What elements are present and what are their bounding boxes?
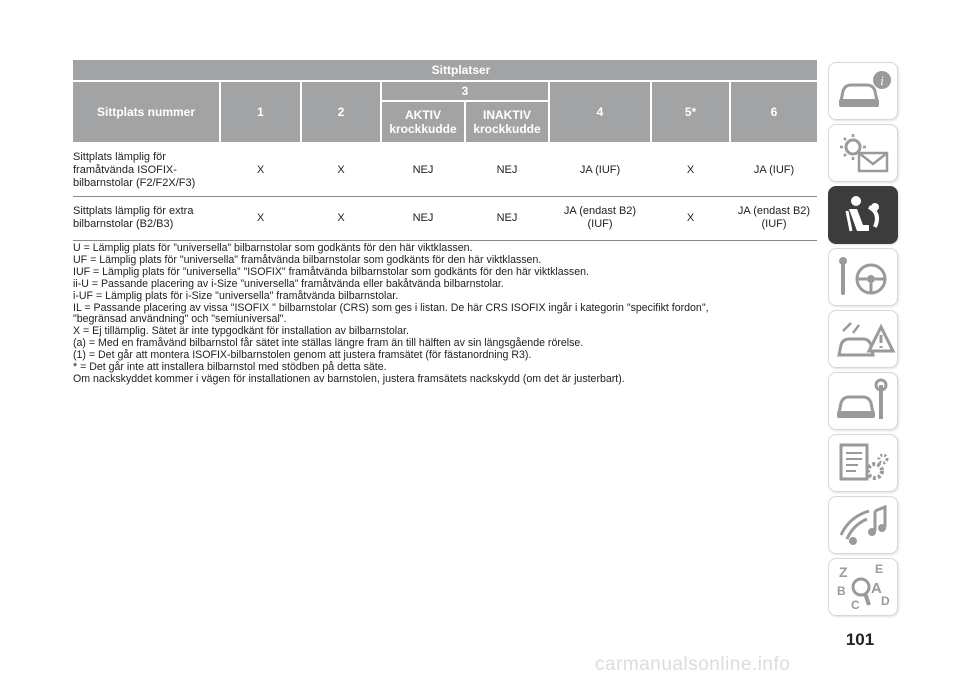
note-line: ii-U = Passande placering av i-Size ”universella” framåtvända eller bakåtvända bilbarnstolar. bbox=[73, 277, 504, 290]
cell-4: JA (IUF) bbox=[579, 163, 621, 176]
col-header-2: 2 bbox=[302, 82, 380, 142]
cell-1: X bbox=[256, 163, 265, 176]
car-info-icon bbox=[829, 63, 897, 119]
starting-driving-icon bbox=[829, 249, 897, 305]
index-letter: E bbox=[875, 562, 884, 576]
index-letter: C bbox=[851, 598, 860, 612]
cell-2: X bbox=[337, 211, 345, 224]
cell-5: X bbox=[686, 163, 695, 176]
chapter-tab-multimedia[interactable] bbox=[828, 496, 898, 554]
row-divider bbox=[73, 196, 817, 197]
multimedia-icon bbox=[829, 497, 897, 553]
table-bottom-rule bbox=[73, 240, 817, 241]
maintenance-icon bbox=[829, 373, 897, 429]
cell-6: JA (endast B2) (IUF) bbox=[737, 205, 811, 230]
table-title: Sittplatser bbox=[431, 63, 491, 77]
chapter-tab-maintenance[interactable] bbox=[828, 372, 898, 430]
chapter-tab-technical-data[interactable] bbox=[828, 434, 898, 492]
note-line: Om nackskyddet kommer i vägen för installationen av barnstolen, justera framsätets nackskydd (om det är justerbart). bbox=[73, 372, 625, 385]
cell-4: JA (endast B2) (IUF) bbox=[563, 205, 637, 230]
note-line: IUF = Lämplig plats för ”universella” "ISOFIX" framåtvända bilbarnstolar som godkänts för den här viktklassen. bbox=[73, 265, 589, 278]
col-header-3: 3 bbox=[382, 82, 548, 100]
note-line: U = Lämplig plats för ”universella” bilbarnstolar som godkänts för den här viktklassen. bbox=[73, 242, 473, 254]
note-line: "begränsad användning" och "semiuniversal". bbox=[73, 313, 287, 326]
note-line: (a) = Med en framåvänd bilbarnstol får sätet inte ställas längre fram än till hälften av sin längsgående rörelse. bbox=[73, 337, 584, 350]
col-header-3-inactive-airbag: INAKTIV krockkudde bbox=[466, 102, 548, 142]
note-line: (1) = Det går att montera ISOFIX-bilbarnstolen genom att justera framsätet (för fästanordning R3). bbox=[73, 349, 532, 362]
warning-lights-icon bbox=[829, 125, 897, 181]
page-number: 101 bbox=[845, 630, 875, 649]
col-header-4: 4 bbox=[550, 82, 650, 142]
chapter-tab-car-info[interactable] bbox=[828, 62, 898, 120]
cell-1: X bbox=[256, 211, 265, 224]
index-letter: A bbox=[871, 580, 882, 597]
note-line: X = Ej tillämplig. Sätet är inte typgodkänt för installation av bilbarnstolar. bbox=[73, 325, 409, 338]
note-line: i-UF = Lämplig plats för i-Size "universella" framåtvända bilbarnstolar. bbox=[73, 289, 399, 302]
table-row bbox=[73, 146, 817, 194]
table-title-bar bbox=[73, 60, 817, 80]
cell-3b: NEJ bbox=[496, 163, 518, 176]
row-label: Sittplats lämplig för extra bilbarnstolar (B2/B3) bbox=[73, 205, 194, 230]
svg-text:i: i bbox=[880, 73, 884, 88]
cell-3a: NEJ bbox=[412, 211, 434, 224]
index-letter: B bbox=[837, 584, 846, 598]
cell-5: X bbox=[686, 211, 695, 224]
legend-notes bbox=[73, 243, 817, 386]
col-header-seat-number: Sittplats nummer bbox=[73, 82, 219, 142]
cell-3b: NEJ bbox=[496, 211, 518, 224]
cell-2: X bbox=[337, 163, 345, 176]
note-line: UF = Lämplig plats för "universella" framåtvända bilbarnstolar som godkänts för den här viktklassen. bbox=[73, 253, 542, 266]
emergency-icon bbox=[829, 311, 897, 367]
note-line: IL = Passande placering av vissa "ISOFIX " bilbarnstolar (CRS) som ges i listan. De här CRS ISOFIX ingår i kategorin "specifikt fordon", bbox=[73, 301, 709, 314]
index-letter: Z bbox=[839, 564, 848, 580]
col-header-3-active-airbag: AKTIV krockkudde bbox=[382, 102, 464, 142]
watermark: carmanualsonline.info bbox=[595, 654, 791, 675]
cell-3a: NEJ bbox=[412, 163, 434, 176]
chapter-tab-starting-driving[interactable] bbox=[828, 248, 898, 306]
chapter-tab-warning-lights[interactable] bbox=[828, 124, 898, 182]
chapter-tab-safety[interactable] bbox=[828, 186, 898, 244]
index-icon bbox=[829, 559, 897, 615]
technical-data-icon bbox=[829, 435, 897, 491]
safety-airbag-icon bbox=[829, 187, 897, 243]
note-line: * = Det går inte att installera bilbarnstol med stödben på detta säte. bbox=[73, 361, 387, 374]
index-letter: D bbox=[881, 594, 890, 608]
chapter-tab-emergency[interactable] bbox=[828, 310, 898, 368]
table-row bbox=[73, 199, 817, 237]
col-header-6: 6 bbox=[731, 82, 817, 142]
chapter-tab-index[interactable] bbox=[828, 558, 898, 616]
cell-6: JA (IUF) bbox=[753, 163, 795, 176]
col-header-5: 5* bbox=[652, 82, 729, 142]
col-header-1: 1 bbox=[221, 82, 300, 142]
row-label: Sittplats lämplig för framåtvända ISOFIX-bilbarnstolar (F2/F2X/F3) bbox=[73, 150, 196, 189]
